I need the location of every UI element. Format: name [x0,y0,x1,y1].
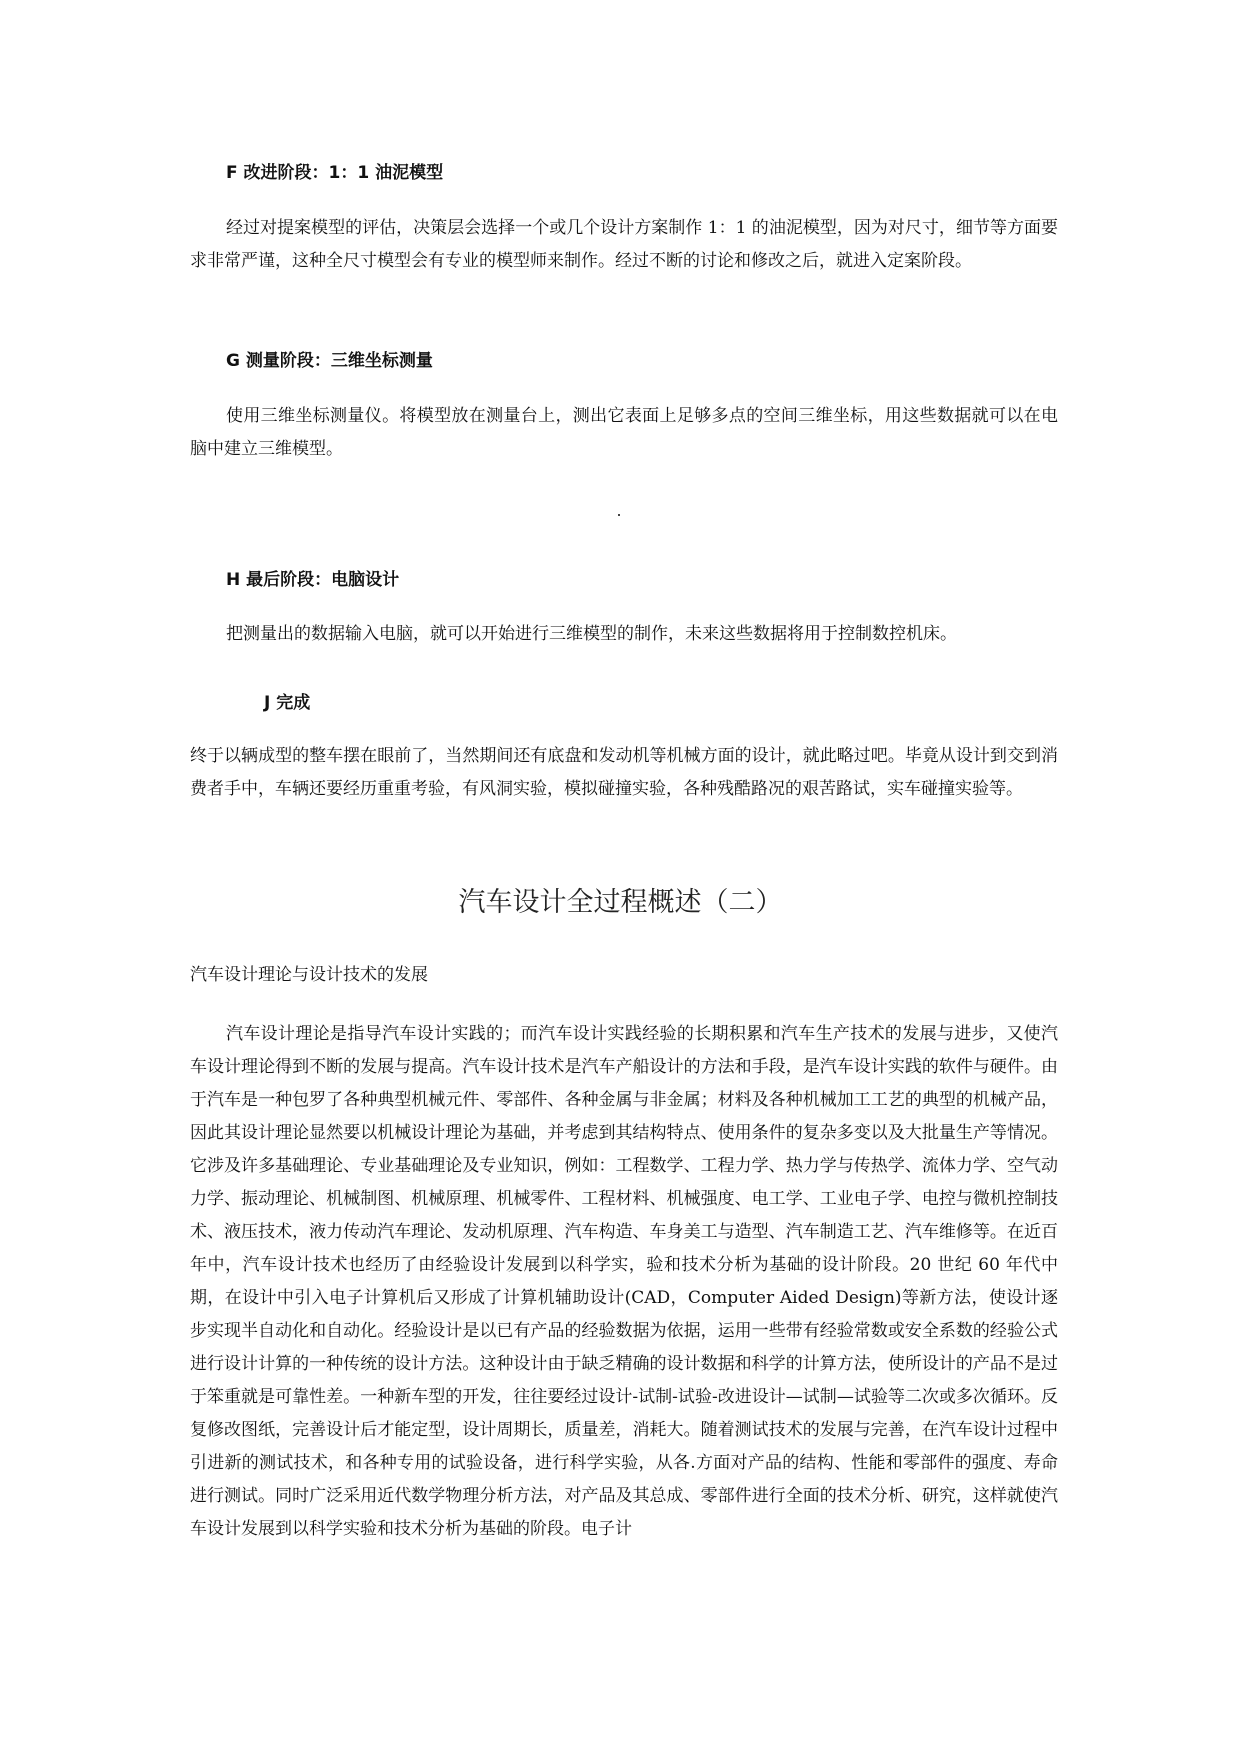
section-g-heading: G 测量阶段：三维坐标测量 [226,351,433,371]
section-f-heading: F 改进阶段：1：1 油泥模型 [226,163,444,183]
document-title: 汽车设计全过程概述（二） [458,887,783,918]
section-h-heading: H 最后阶段：电脑设计 [226,570,400,590]
section-j-heading: J 完成 [264,693,311,713]
part2-body: 汽车设计理论是指导汽车设计实践的；而汽车设计实践经验的长期积累和汽车生产技术的发展与进步，又使汽车设计理论得到不断的发展与提高。汽车设计技术是汽车产船设计的方法和手段，是汽车设计实践的软件与硬件。由于汽车是一种包罗了各种典型机械元件、零部件、各种金属与非金属；材料及各种机械加工工艺的典型的机械产品，因此其设计理论显然要以机械设计理论为基础，并考虑到其结构特点、使用条件的复杂多变以及大批量生产等情况。它涉及许多基础理论、专业基础理论及专业知识，例如：工程数学、工程力学、热力学与传热学、流体力学、空气动力学、振动理论、机械制图、机械原理、机械零件、工程材料、机械强度、电工学、工业电子学、电控与微机控制技术、液压技术，液力传动汽车理论、发动机原理、汽车构造、车身美工与造型、汽车制造工艺、汽车维修等。在近百年中，汽车设计技术也经历了由经验设计发展到以科学实，验和技术分析为基础的设计阶段。20 世纪 60 年代中期，在设计中引入电子计算机后又形成了计算机辅助设计(CAD，Computer Aided Design)等新方法，使设计逐步实现半自动化和自动化。经验设计是以已有产品的经验数据为依据，运用一些带有经验常数或安全系数的经验公式进行设计计算的一种传统的设计方法。这种设计由于缺乏精确的设计数据和科学的计算方法，使所设计的产品不是过于笨重就是可靠性差。一种新车型的开发，往往要经过设计-试制-试验-改进设计—试制—试验等二次或多次循环。反复修改图纸，完善设计后才能定型，设计周期长，质量差，消耗大。随着测试技术的发展与完善，在汽车设计过程中引进新的测试技术，和各种专用的试验设备，进行科学实验，从各.方面对产品的结构、性能和零部件的强度、寿命进行测试。同时广泛采用近代数学物理分析方法，对产品及其总成、零部件进行全面的技术分析、研究，这样就使汽车设计发展到以科学实验和技术分析为基础的阶段。电子计 [190,1024,1058,1539]
stray-dot [618,514,620,516]
section-f-body: 经过对提案模型的评估，决策层会选择一个或几个设计方案制作 1：1 的油泥模型，因为对尺寸，细节等方面要求非常严谨，这种全尺寸模型会有专业的模型师来制作。经过不断的讨论和修改之后，就进入定案阶段。 [190,218,1058,271]
section-h-body: 把测量出的数据输入电脑，就可以开始进行三维模型的制作，未来这些数据将用于控制数控机床。 [226,624,957,644]
section-j-body: 终于以辆成型的整车摆在眼前了，当然期间还有底盘和发动机等机械方面的设计，就此略过吧。毕竟从设计到交到消费者手中，车辆还要经历重重考验，有风洞实验，模拟碰撞实验，各种残酷路况的艰苦路试，实车碰撞实验等。 [190,746,1058,799]
section-g-body: 使用三维坐标测量仪。将模型放在测量台上，测出它表面上足够多点的空间三维坐标，用这些数据就可以在电脑中建立三维模型。 [190,406,1058,459]
document-subtitle: 汽车设计理论与设计技术的发展 [190,965,428,985]
